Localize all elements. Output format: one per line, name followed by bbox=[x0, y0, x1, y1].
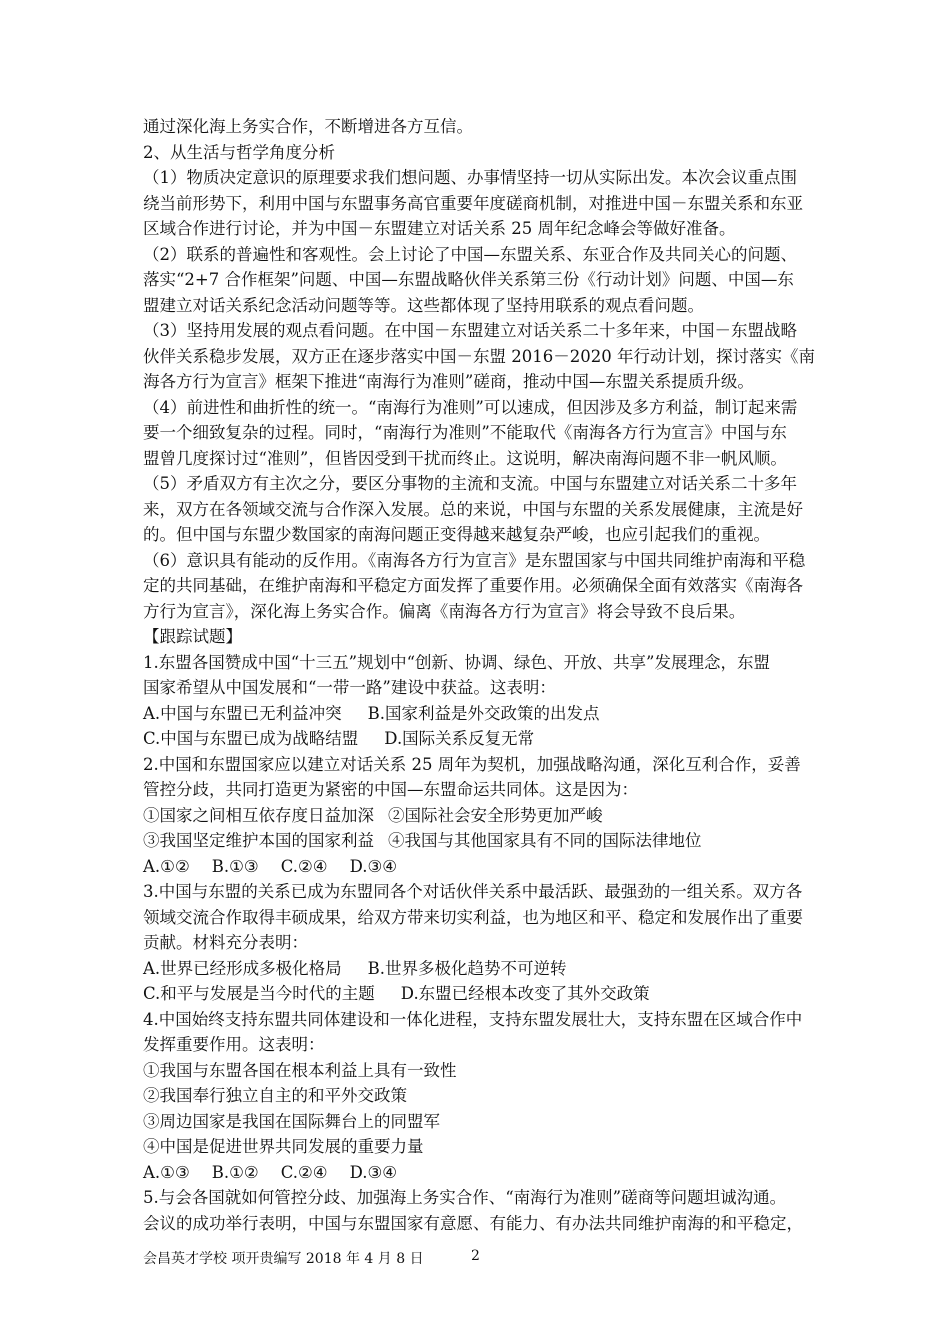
question-line: 3.中国与东盟的关系已成为东盟同各个对话伙伴关系中最活跃、最强劲的一组关系。双方各 bbox=[143, 882, 803, 901]
statement-2: ②国际社会安全形势更加严峻 bbox=[388, 805, 603, 825]
paragraph-line: 绕当前形势下，利用中国与东盟事务高官重要年度磋商机制，对推进中国－东盟关系和东亚 bbox=[143, 193, 803, 213]
paragraph-line: （5）矛盾双方有主次之分，要区分事物的主流和支流。中国与东盟建立对话关系二十多年 bbox=[143, 474, 797, 493]
option-row bbox=[143, 701, 815, 727]
option-row bbox=[143, 726, 815, 752]
paragraph-line: 方行为宣言》，深化海上务实合作。偏离《南海各方行为宣言》将会导致不良后果。 bbox=[143, 601, 746, 621]
statement-3: ③周边国家是我国在国际舞台上的同盟军 bbox=[143, 1111, 440, 1131]
option-row bbox=[143, 956, 815, 982]
option-a: A.中国与东盟已无利益冲突 bbox=[143, 703, 342, 723]
section-heading: 2、从生活与哲学角度分析 bbox=[143, 142, 335, 162]
paragraph-line: （2）联系的普遍性和客观性。会上讨论了中国—东盟关系、东亚合作及共同关心的问题、 bbox=[143, 244, 797, 264]
statement-3: ③我国坚定维护本国的国家利益 bbox=[143, 831, 374, 850]
paragraph-line: 伙伴关系稳步发展，双方正在逐步落实中国－东盟 2016－2020 年行动计划，探讨落实《南 bbox=[143, 346, 815, 366]
question-line: 贡献。材料充分表明： bbox=[143, 933, 308, 952]
statement-4: ④中国是促进世界共同发展的重要力量 bbox=[143, 1137, 424, 1156]
footer-author-text: 会昌英才学校 项开贵编写 2018 年 4 月 8 日 bbox=[143, 1251, 424, 1267]
paragraph-line: 盟建立对话关系纪念活动问题等等。这些都体现了坚持用联系的观点看问题。 bbox=[143, 295, 704, 315]
option-row bbox=[143, 1160, 815, 1186]
section-heading: 【跟踪试题】 bbox=[143, 627, 242, 646]
page-number: 2 bbox=[471, 1248, 480, 1264]
option-b: B.世界多极化趋势不可逆转 bbox=[367, 958, 567, 978]
paragraph-line: 盟曾几度探讨过“准则”，但皆因受到干扰而终止。这说明，解决南海问题不非一帆风顺。 bbox=[143, 448, 787, 468]
paragraph-line: （6）意识具有能动的反作用。《南海各方行为宣言》是东盟国家与中国共同维护南海和平稳 bbox=[143, 550, 806, 570]
question-line: 2.中国和东盟国家应以建立对话关系 25 周年为契机，加强战略沟通，深化互利合作，妥善 bbox=[143, 754, 801, 774]
paragraph-line: （4）前进性和曲折性的统一。“南海行为准则”可以速成，但因涉及多方利益，制订起来需 bbox=[143, 397, 798, 417]
question-line: 发挥重要作用。这表明： bbox=[143, 1035, 325, 1054]
paragraph-line: 落实“2+7 合作框架”问题、中国—东盟战略伙伴关系第三份《行动计划》问题、中国—东 bbox=[143, 270, 794, 289]
option-d: D.③④ bbox=[349, 856, 398, 876]
statement-2: ②我国奉行独立自主的和平外交政策 bbox=[143, 1086, 407, 1105]
paragraph-line: 通过深化海上务实合作，不断增进各方互信。 bbox=[143, 117, 473, 136]
statement-row bbox=[143, 828, 815, 854]
option-c: C.中国与东盟已成为战略结盟 bbox=[143, 729, 359, 748]
option-b: B.国家利益是外交政策的出发点 bbox=[367, 703, 600, 723]
option-d: D.③④ bbox=[349, 1162, 398, 1182]
option-b: B.①③ bbox=[211, 856, 259, 876]
statement-1: ①我国与东盟各国在根本利益上具有一致性 bbox=[143, 1060, 457, 1080]
option-c: C.②④ bbox=[280, 856, 328, 876]
statement-1: ①国家之间相互依存度日益加深 bbox=[143, 805, 374, 825]
option-a: A.世界已经形成多极化格局 bbox=[143, 958, 342, 978]
page-footer bbox=[143, 1248, 480, 1268]
paragraph-line: 海各方行为宣言》框架下推进“南海行为准则”磋商，推动中国—东盟关系提质升级。 bbox=[143, 372, 754, 391]
paragraph-line: 的。但中国与东盟少数国家的南海问题正变得越来越复杂严峻，也应引起我们的重视。 bbox=[143, 525, 770, 544]
option-row bbox=[143, 981, 815, 1007]
option-b: B.①② bbox=[211, 1162, 259, 1182]
question-line: 管控分歧，共同打造更为紧密的中国—东盟命运共同体。这是因为： bbox=[143, 780, 638, 799]
option-d: D.国际关系反复无常 bbox=[384, 729, 535, 748]
statement-row bbox=[143, 803, 815, 829]
option-c: C.②④ bbox=[280, 1162, 328, 1182]
option-a: A.①③ bbox=[143, 1162, 190, 1182]
option-c: C.和平与发展是当今时代的主题 bbox=[143, 984, 375, 1003]
statement-4: ④我国与其他国家具有不同的国际法律地位 bbox=[388, 831, 702, 850]
paragraph-line: （3）坚持用发展的观点看问题。在中国－东盟建立对话关系二十多年来，中国－东盟战略 bbox=[143, 321, 797, 340]
document-body bbox=[143, 114, 815, 1236]
option-d: D.东盟已经根本改变了其外交政策 bbox=[400, 984, 650, 1003]
option-a: A.①② bbox=[143, 856, 190, 876]
paragraph-line: （1）物质决定意识的原理要求我们想问题、办事情坚持一切从实际出发。本次会议重点围 bbox=[143, 168, 797, 187]
paragraph-line: 来，双方在各领域交流与合作深入发展。总的来说，中国与东盟的关系发展健康，主流是好 bbox=[143, 499, 803, 519]
question-line: 4.中国始终支持东盟共同体建设和一体化进程，支持东盟发展壮大，支持东盟在区域合作中 bbox=[143, 1009, 803, 1029]
question-line: 5.与会各国就如何管控分歧、加强海上务实合作、“南海行为准则”磋商等问题坦诚沟通。 bbox=[143, 1188, 787, 1207]
option-row bbox=[143, 854, 815, 880]
question-line: 会议的成功举行表明，中国与东盟国家有意愿、有能力、有办法共同维护南海的和平稳定， bbox=[143, 1213, 803, 1233]
question-line: 领域交流合作取得丰硕成果，给双方带来切实利益，也为地区和平、稳定和发展作出了重要 bbox=[143, 907, 803, 927]
question-line: 1.东盟各国赞成中国“十三五”规划中“创新、协调、绿色、开放、共享”发展理念，东盟 bbox=[143, 652, 770, 672]
paragraph-line: 定的共同基础，在维护南海和平稳定方面发挥了重要作用。必须确保全面有效落实《南海各 bbox=[143, 576, 803, 595]
paragraph-line: 区域合作进行讨论，并为中国－东盟建立对话关系 25 周年纪念峰会等做好准备。 bbox=[143, 219, 736, 238]
question-line: 国家希望从中国发展和“一带一路”建设中获益。这表明： bbox=[143, 678, 556, 697]
paragraph-line: 要一个细致复杂的过程。同时，“南海行为准则”不能取代《南海各方行为宣言》中国与东 bbox=[143, 423, 787, 442]
